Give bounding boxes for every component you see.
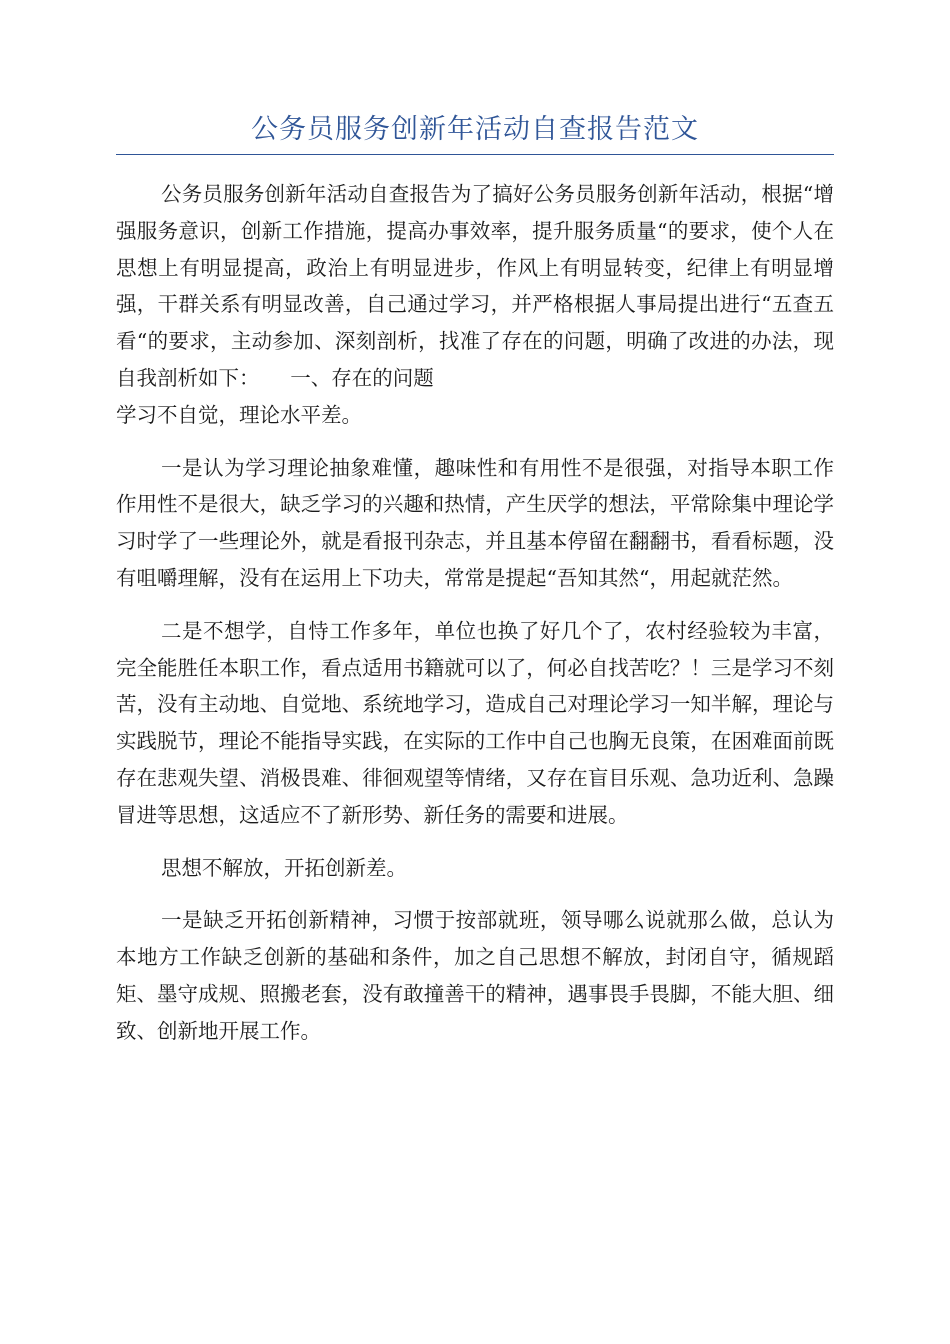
document-title: 公务员服务创新年活动自查报告范文 [251,114,699,145]
paragraph-point-two: 二是不想学，自恃工作多年，单位也换了好几个了，农村经验较为丰富，完全能胜任本职工作，看点适用书籍就可以了，何必自找苦吃？！三是学习不刻苦，没有主动地、自觉地、系统地学习，造成自己对理论学习一知半解，理论与实践脱节，理论不能指导实践，在实际的工作中自己也胸无良策，在困难面前既存在悲观失望、消极畏难、徘徊观望等情绪，又存在盲目乐观、急功近利、急躁冒进等思想，这适应不了新形势、新任务的需要和进展。 [116,618,834,827]
paragraph-heading-thinking: 思想不解放，开拓创新差。 [161,855,407,880]
paragraph-intro: 公务员服务创新年活动自查报告为了搞好公务员服务创新年活动，根据“增强服务意识，创新工作措施，提高办事效率，提升服务质量“的要求，使个人在思想上有明显提高，政治上有明显进步，作风上有明显转变，纪律上有明显增强，干群关系有明显改善，自己通过学习，并严格根据人事局提出进行“五查五看“的要求，主动参加、深刻剖析，找准了存在的问题，明确了改进的办法，现自我剖析如下： 一、存在的问题 [116,182,834,390]
document-body [116,176,834,1066]
title-underline [116,154,834,155]
paragraph-innovation: 一是缺乏开拓创新精神，习惯于按部就班，领导哪么说就那么做，总认为本地方工作缺乏创新的基础和条件，加之自己思想不解放，封闭自守，循规蹈矩、墨守成规、照搬老套，没有敢撞善干的精神，遇事畏手畏脚，不能大胆、细致、创新地开展工作。 [116,908,834,1043]
paragraph-heading-study: 学习不自觉，理论水平差。 [116,402,362,427]
title-block [116,110,834,150]
paragraph-point-one: 一是认为学习理论抽象难懂，趣味性和有用性不是很强，对指导本职工作作用性不是很大，缺乏学习的兴趣和热情，产生厌学的想法，平常除集中理论学习时学了一些理论外，就是看报刊杂志，并且基本停留在翻翻书，看看标题，没有咀嚼理解，没有在运用上下功夫，常常是提起“吾知其然“，用起就茫然。 [116,455,834,590]
